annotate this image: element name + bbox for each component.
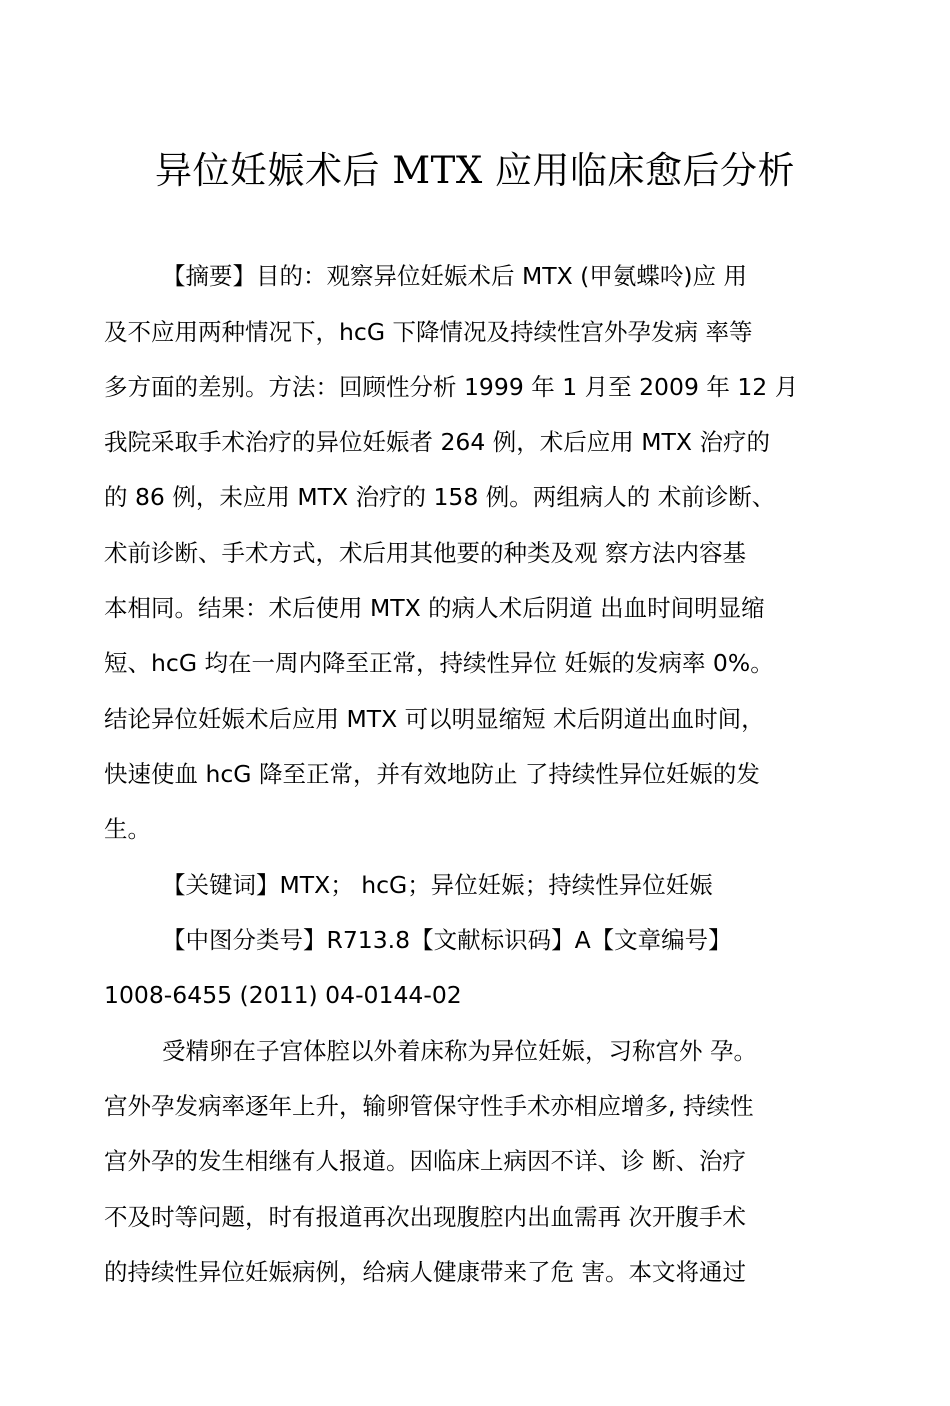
body-line: 宫外孕发病率逐年上升，输卵管保守性手术亦相应增多, 持续性	[104, 1092, 754, 1120]
body-line: 的持续性异位妊娠病例，给病人健康带来了危 害。本文将通过	[104, 1258, 746, 1286]
keywords-line: 【关键词】MTX； hcG；异位妊娠；持续性异位妊娠	[162, 871, 713, 899]
abstract-line: 及不应用两种情况下，hcG 下降情况及持续性宫外孕发病 率等	[104, 318, 753, 346]
body-line: 受精卵在子宫体腔以外着床称为异位妊娠，习称宫外 孕。	[162, 1037, 757, 1065]
article-number-line: 1008-6455 (2011) 04-0144-02	[104, 981, 462, 1009]
abstract-line: 术前诊断、手术方式，术后用其他要的种类及观 察方法内容基	[104, 539, 746, 567]
abstract-line: 本相同。结果：术后使用 MTX 的病人术后阴道 出血时间明显缩	[104, 594, 765, 622]
title-text-suffix: 应用临床愈后分析	[482, 149, 795, 192]
abstract-line: 结论异位妊娠术后应用 MTX 可以明显缩短 术后阴道出血时间，	[104, 705, 765, 733]
abstract-line: 多方面的差别。方法：回顾性分析 1999 年 1 月至 2009 年 12 月	[104, 373, 799, 401]
abstract-line: 的 86 例，未应用 MTX 治疗的 158 例。两组病人的 术前诊断、	[104, 483, 776, 511]
abstract-line: 【摘要】目的：观察异位妊娠术后 MTX (甲氨蝶呤)应 用	[162, 262, 747, 290]
body-line: 不及时等问题，时有报道再次出现腹腔内出血需再 次开腹手术	[104, 1203, 746, 1231]
title-text-latin: MTX	[392, 149, 483, 192]
abstract-line: 短、hcG 均在一周内降至正常，持续性异位 妊娠的发病率 0%。	[104, 649, 774, 677]
body-line: 宫外孕的发生相继有人报道。因临床上病因不详、诊 断、治疗	[104, 1147, 746, 1175]
title-text-prefix: 异位妊娠术后	[155, 149, 393, 192]
document-title	[0, 143, 950, 199]
abstract-line: 我院采取手术治疗的异位妊娠者 264 例，术后应用 MTX 治疗的	[104, 428, 770, 456]
abstract-line: 生。	[104, 815, 151, 843]
abstract-line: 快速使血 hcG 降至正常，并有效地防止 了持续性异位妊娠的发	[104, 760, 760, 788]
classification-line: 【中图分类号】R713.8【文献标识码】A【文章编号】	[162, 926, 732, 954]
